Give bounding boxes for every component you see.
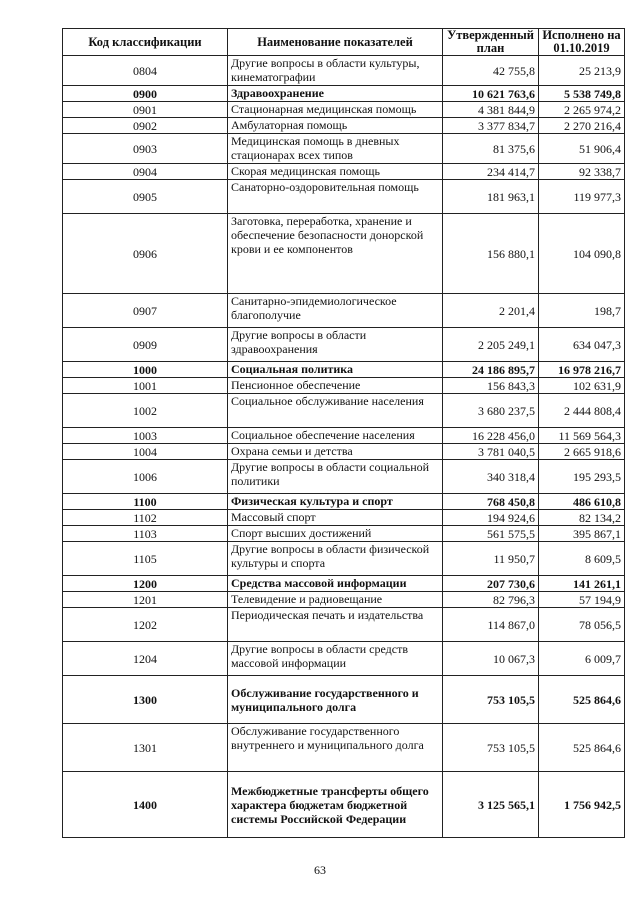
row-name: Спорт высших достижений <box>228 526 443 542</box>
table-row <box>63 134 625 164</box>
row-code: 1301 <box>63 724 228 772</box>
row-code: 0900 <box>63 86 228 102</box>
table-row <box>63 460 625 494</box>
row-name: Амбулаторная помощь <box>228 118 443 134</box>
row-name: Другие вопросы в области средств массовой информации <box>228 642 443 676</box>
row-code: 0904 <box>63 164 228 180</box>
row-name: Социальное обслуживание населения <box>228 394 443 428</box>
row-plan: 207 730,6 <box>443 576 539 592</box>
table-row <box>63 608 625 642</box>
row-done: 82 134,2 <box>539 510 625 526</box>
row-code: 1202 <box>63 608 228 642</box>
row-done: 92 338,7 <box>539 164 625 180</box>
row-name: Другие вопросы в области здравоохранения <box>228 328 443 362</box>
row-code: 0903 <box>63 134 228 164</box>
row-done: 11 569 564,3 <box>539 428 625 444</box>
row-done: 104 090,8 <box>539 214 625 294</box>
header-plan: Утвержденный план <box>443 29 539 56</box>
row-plan: 194 924,6 <box>443 510 539 526</box>
table-row <box>63 164 625 180</box>
table-row <box>63 676 625 724</box>
row-name: Обслуживание государственного внутреннего и муниципального долга <box>228 724 443 772</box>
table-row <box>63 526 625 542</box>
row-name: Физическая культура и спорт <box>228 494 443 510</box>
row-plan: 3 680 237,5 <box>443 394 539 428</box>
row-code: 1400 <box>63 772 228 838</box>
row-code: 1001 <box>63 378 228 394</box>
table-row <box>63 510 625 526</box>
row-code: 1200 <box>63 576 228 592</box>
row-plan: 340 318,4 <box>443 460 539 494</box>
row-code: 1100 <box>63 494 228 510</box>
row-plan: 753 105,5 <box>443 676 539 724</box>
row-code: 0905 <box>63 180 228 214</box>
row-name: Периодическая печать и издательства <box>228 608 443 642</box>
table-row <box>63 86 625 102</box>
row-plan: 2 201,4 <box>443 294 539 328</box>
row-name: Массовый спорт <box>228 510 443 526</box>
table-row <box>63 118 625 134</box>
row-name: Охрана семьи и детства <box>228 444 443 460</box>
header-code: Код классификации <box>63 29 228 56</box>
row-name: Здравоохранение <box>228 86 443 102</box>
row-done: 2 444 808,4 <box>539 394 625 428</box>
row-name: Заготовка, переработка, хранение и обеспечение безопасности донорской крови и ее компонентов <box>228 214 443 294</box>
header-done: Исполнено на 01.10.2019 <box>539 29 625 56</box>
row-name: Медицинская помощь в дневных стационарах всех типов <box>228 134 443 164</box>
row-plan: 234 414,7 <box>443 164 539 180</box>
table-row <box>63 444 625 460</box>
row-name: Санаторно-оздоровительная помощь <box>228 180 443 214</box>
table-row <box>63 724 625 772</box>
row-done: 6 009,7 <box>539 642 625 676</box>
row-done: 395 867,1 <box>539 526 625 542</box>
table-row <box>63 180 625 214</box>
row-code: 0902 <box>63 118 228 134</box>
table-row <box>63 362 625 378</box>
table-row <box>63 102 625 118</box>
row-plan: 3 125 565,1 <box>443 772 539 838</box>
row-done: 16 978 216,7 <box>539 362 625 378</box>
row-done: 8 609,5 <box>539 542 625 576</box>
row-done: 634 047,3 <box>539 328 625 362</box>
row-plan: 768 450,8 <box>443 494 539 510</box>
page-number: 63 <box>314 863 326 877</box>
row-name: Другие вопросы в области культуры, кинематографии <box>228 56 443 86</box>
row-done: 198,7 <box>539 294 625 328</box>
row-done: 2 265 974,2 <box>539 102 625 118</box>
row-done: 195 293,5 <box>539 460 625 494</box>
row-plan: 3 781 040,5 <box>443 444 539 460</box>
table-row <box>63 642 625 676</box>
row-name: Другие вопросы в области социальной политики <box>228 460 443 494</box>
table-header <box>63 29 625 56</box>
row-plan: 3 377 834,7 <box>443 118 539 134</box>
row-code: 1300 <box>63 676 228 724</box>
row-plan: 11 950,7 <box>443 542 539 576</box>
row-code: 1103 <box>63 526 228 542</box>
table-row <box>63 576 625 592</box>
row-done: 119 977,3 <box>539 180 625 214</box>
row-code: 0901 <box>63 102 228 118</box>
row-plan: 10 067,3 <box>443 642 539 676</box>
row-plan: 2 205 249,1 <box>443 328 539 362</box>
row-done: 525 864,6 <box>539 724 625 772</box>
row-code: 1003 <box>63 428 228 444</box>
row-code: 1105 <box>63 542 228 576</box>
row-name: Скорая медицинская помощь <box>228 164 443 180</box>
row-name: Социальная политика <box>228 362 443 378</box>
row-plan: 42 755,8 <box>443 56 539 86</box>
table-body <box>63 56 625 838</box>
row-code: 1201 <box>63 592 228 608</box>
row-done: 2 270 216,4 <box>539 118 625 134</box>
row-name: Стационарная медицинская помощь <box>228 102 443 118</box>
row-done: 525 864,6 <box>539 676 625 724</box>
row-done: 78 056,5 <box>539 608 625 642</box>
row-plan: 181 963,1 <box>443 180 539 214</box>
table-row <box>63 214 625 294</box>
table-row <box>63 394 625 428</box>
table-row <box>63 428 625 444</box>
row-name: Средства массовой информации <box>228 576 443 592</box>
table-row <box>63 592 625 608</box>
row-name: Обслуживание государственного и муниципального долга <box>228 676 443 724</box>
row-done: 1 756 942,5 <box>539 772 625 838</box>
header-name: Наименование показателей <box>228 29 443 56</box>
table-row <box>63 378 625 394</box>
row-plan: 753 105,5 <box>443 724 539 772</box>
row-code: 1204 <box>63 642 228 676</box>
budget-table <box>62 28 625 838</box>
row-plan: 156 843,3 <box>443 378 539 394</box>
row-done: 57 194,9 <box>539 592 625 608</box>
table-row <box>63 772 625 838</box>
table-row <box>63 56 625 86</box>
row-plan: 4 381 844,9 <box>443 102 539 118</box>
row-done: 2 665 918,6 <box>539 444 625 460</box>
row-code: 1004 <box>63 444 228 460</box>
table-row <box>63 294 625 328</box>
row-name: Телевидение и радиовещание <box>228 592 443 608</box>
row-done: 141 261,1 <box>539 576 625 592</box>
row-code: 1006 <box>63 460 228 494</box>
row-code: 0804 <box>63 56 228 86</box>
table-row <box>63 542 625 576</box>
row-name: Социальное обеспечение населения <box>228 428 443 444</box>
row-done: 51 906,4 <box>539 134 625 164</box>
row-plan: 81 375,6 <box>443 134 539 164</box>
row-code: 1102 <box>63 510 228 526</box>
row-name: Пенсионное обеспечение <box>228 378 443 394</box>
row-done: 5 538 749,8 <box>539 86 625 102</box>
row-code: 0909 <box>63 328 228 362</box>
row-done: 486 610,8 <box>539 494 625 510</box>
row-plan: 10 621 763,6 <box>443 86 539 102</box>
row-done: 25 213,9 <box>539 56 625 86</box>
row-name: Санитарно-эпидемиологическое благополучие <box>228 294 443 328</box>
row-plan: 16 228 456,0 <box>443 428 539 444</box>
row-code: 1000 <box>63 362 228 378</box>
row-plan: 561 575,5 <box>443 526 539 542</box>
row-plan: 82 796,3 <box>443 592 539 608</box>
row-plan: 156 880,1 <box>443 214 539 294</box>
table-row <box>63 494 625 510</box>
row-code: 0906 <box>63 214 228 294</box>
row-plan: 24 186 895,7 <box>443 362 539 378</box>
table-row <box>63 328 625 362</box>
row-code: 1002 <box>63 394 228 428</box>
row-done: 102 631,9 <box>539 378 625 394</box>
row-code: 0907 <box>63 294 228 328</box>
row-name: Другие вопросы в области физической культуры и спорта <box>228 542 443 576</box>
row-plan: 114 867,0 <box>443 608 539 642</box>
row-name: Межбюджетные трансферты общего характера бюджетам бюджетной системы Российской Федерации <box>228 772 443 838</box>
